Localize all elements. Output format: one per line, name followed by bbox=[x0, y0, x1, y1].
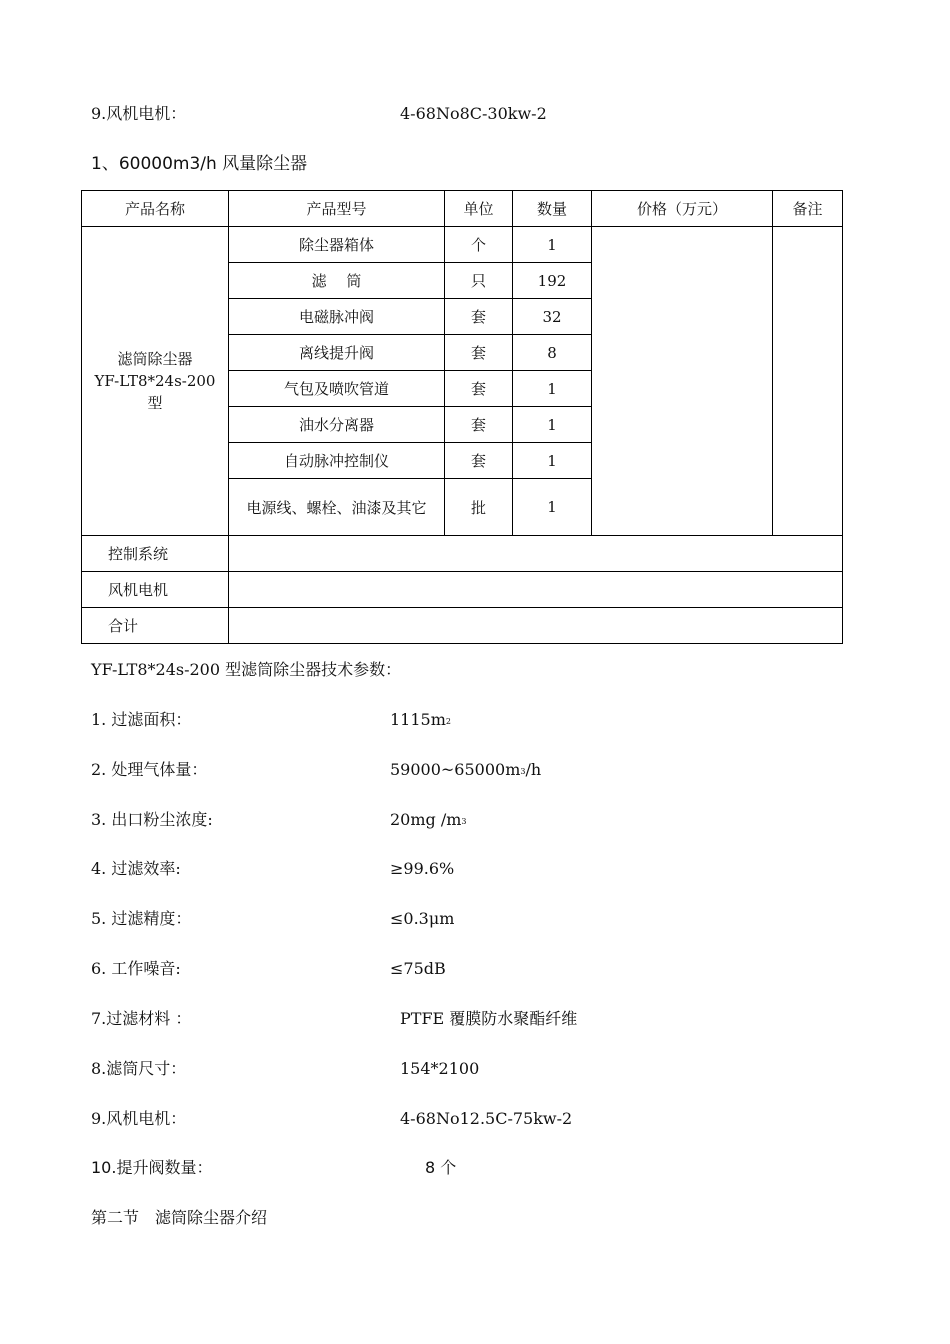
param-label: 9.风机电机： bbox=[91, 1109, 187, 1128]
param-value: 20mg $/m^3$ bbox=[390, 810, 467, 829]
param-label: 7.过滤材料 ： bbox=[91, 1009, 192, 1028]
section-heading: 1、60000m3/h 风量除尘器 bbox=[91, 154, 308, 174]
qty-cell: 1 bbox=[513, 407, 592, 443]
param-label: 8.滤筒尺寸： bbox=[91, 1059, 187, 1078]
unit-cell: 只 bbox=[445, 263, 513, 299]
param-value: PTFE 覆膜防水聚酯纤维 bbox=[400, 1009, 578, 1028]
section-two-heading: 第二节 滤筒除尘器介绍 bbox=[91, 1208, 268, 1227]
footer-label: 合计 bbox=[82, 608, 229, 644]
qty-cell: 32 bbox=[513, 299, 592, 335]
param-value: $59000\sim 65000m^3/h$ bbox=[390, 760, 542, 779]
unit-cell: 套 bbox=[445, 335, 513, 371]
model-cell: 滤 筒 bbox=[229, 263, 445, 299]
product-name-cell bbox=[82, 227, 229, 536]
unit-cell: 套 bbox=[445, 407, 513, 443]
unit-cell: 套 bbox=[445, 443, 513, 479]
param-label: 3. 出口粉尘浓度: bbox=[91, 810, 213, 829]
table-row bbox=[82, 227, 843, 263]
param-label: 1. 过滤面积： bbox=[91, 710, 192, 729]
model-cell: 气包及喷吹管道 bbox=[229, 371, 445, 407]
qty-cell: 8 bbox=[513, 335, 592, 371]
intro-value: 4-68No8C-30kw-2 bbox=[400, 104, 547, 123]
header-unit: 单位 bbox=[445, 191, 513, 227]
param-value: $1115m^2$ bbox=[390, 710, 451, 729]
unit-cell: 个 bbox=[445, 227, 513, 263]
footer-value bbox=[229, 608, 843, 644]
product-name-line: 型 bbox=[147, 394, 163, 412]
footer-value bbox=[229, 572, 843, 608]
header-quantity: 数量 bbox=[513, 191, 592, 227]
header-price: 价格（万元） bbox=[592, 191, 773, 227]
remarks-cell bbox=[773, 227, 843, 536]
table-footer-row bbox=[82, 536, 843, 572]
header-remarks: 备注 bbox=[773, 191, 843, 227]
model-cell: 电源线、螺栓、油漆及其它 bbox=[229, 479, 445, 536]
param-label: 2. 处理气体量： bbox=[91, 760, 208, 779]
header-product-model: 产品型号 bbox=[229, 191, 445, 227]
model-cell: 电磁脉冲阀 bbox=[229, 299, 445, 335]
product-name-line: 滤筒除尘器 bbox=[117, 350, 193, 368]
param-label: 10.提升阀数量： bbox=[91, 1158, 213, 1177]
price-cell bbox=[592, 227, 773, 536]
intro-label: 9.风机电机： bbox=[91, 104, 187, 123]
param-label: 6. 工作噪音: bbox=[91, 959, 181, 978]
model-cell: 自动脉冲控制仪 bbox=[229, 443, 445, 479]
qty-cell: 1 bbox=[513, 443, 592, 479]
param-value: 8 个 bbox=[425, 1158, 457, 1177]
table-footer-row bbox=[82, 608, 843, 644]
footer-label: 控制系统 bbox=[82, 536, 229, 572]
footer-value bbox=[229, 536, 843, 572]
model-cell: 除尘器箱体 bbox=[229, 227, 445, 263]
param-label: 5. 过滤精度： bbox=[91, 909, 192, 928]
param-value: ≥99.6% bbox=[390, 859, 455, 878]
model-cell: 油水分离器 bbox=[229, 407, 445, 443]
qty-cell: 192 bbox=[513, 263, 592, 299]
param-value: ≤75dB bbox=[390, 959, 446, 978]
unit-cell: 套 bbox=[445, 371, 513, 407]
header-product-name: 产品名称 bbox=[82, 191, 229, 227]
qty-cell: 1 bbox=[513, 479, 592, 536]
param-value: ≤0.3μm bbox=[390, 909, 455, 928]
product-name-line: YF-LT8*24s-200 bbox=[94, 372, 216, 390]
qty-cell: 1 bbox=[513, 371, 592, 407]
unit-cell: 批 bbox=[445, 479, 513, 536]
qty-cell: 1 bbox=[513, 227, 592, 263]
param-value: 154*2100 bbox=[400, 1059, 480, 1078]
table-header-row bbox=[82, 191, 843, 227]
table-footer-row bbox=[82, 572, 843, 608]
params-title: YF-LT8*24s-200 型滤筒除尘器技术参数： bbox=[91, 660, 402, 679]
unit-cell: 套 bbox=[445, 299, 513, 335]
footer-label: 风机电机 bbox=[82, 572, 229, 608]
model-cell: 离线提升阀 bbox=[229, 335, 445, 371]
param-label: 4. 过滤效率: bbox=[91, 859, 181, 878]
param-value: 4-68No12.5C-75kw-2 bbox=[400, 1109, 573, 1128]
quote-table bbox=[81, 190, 843, 644]
